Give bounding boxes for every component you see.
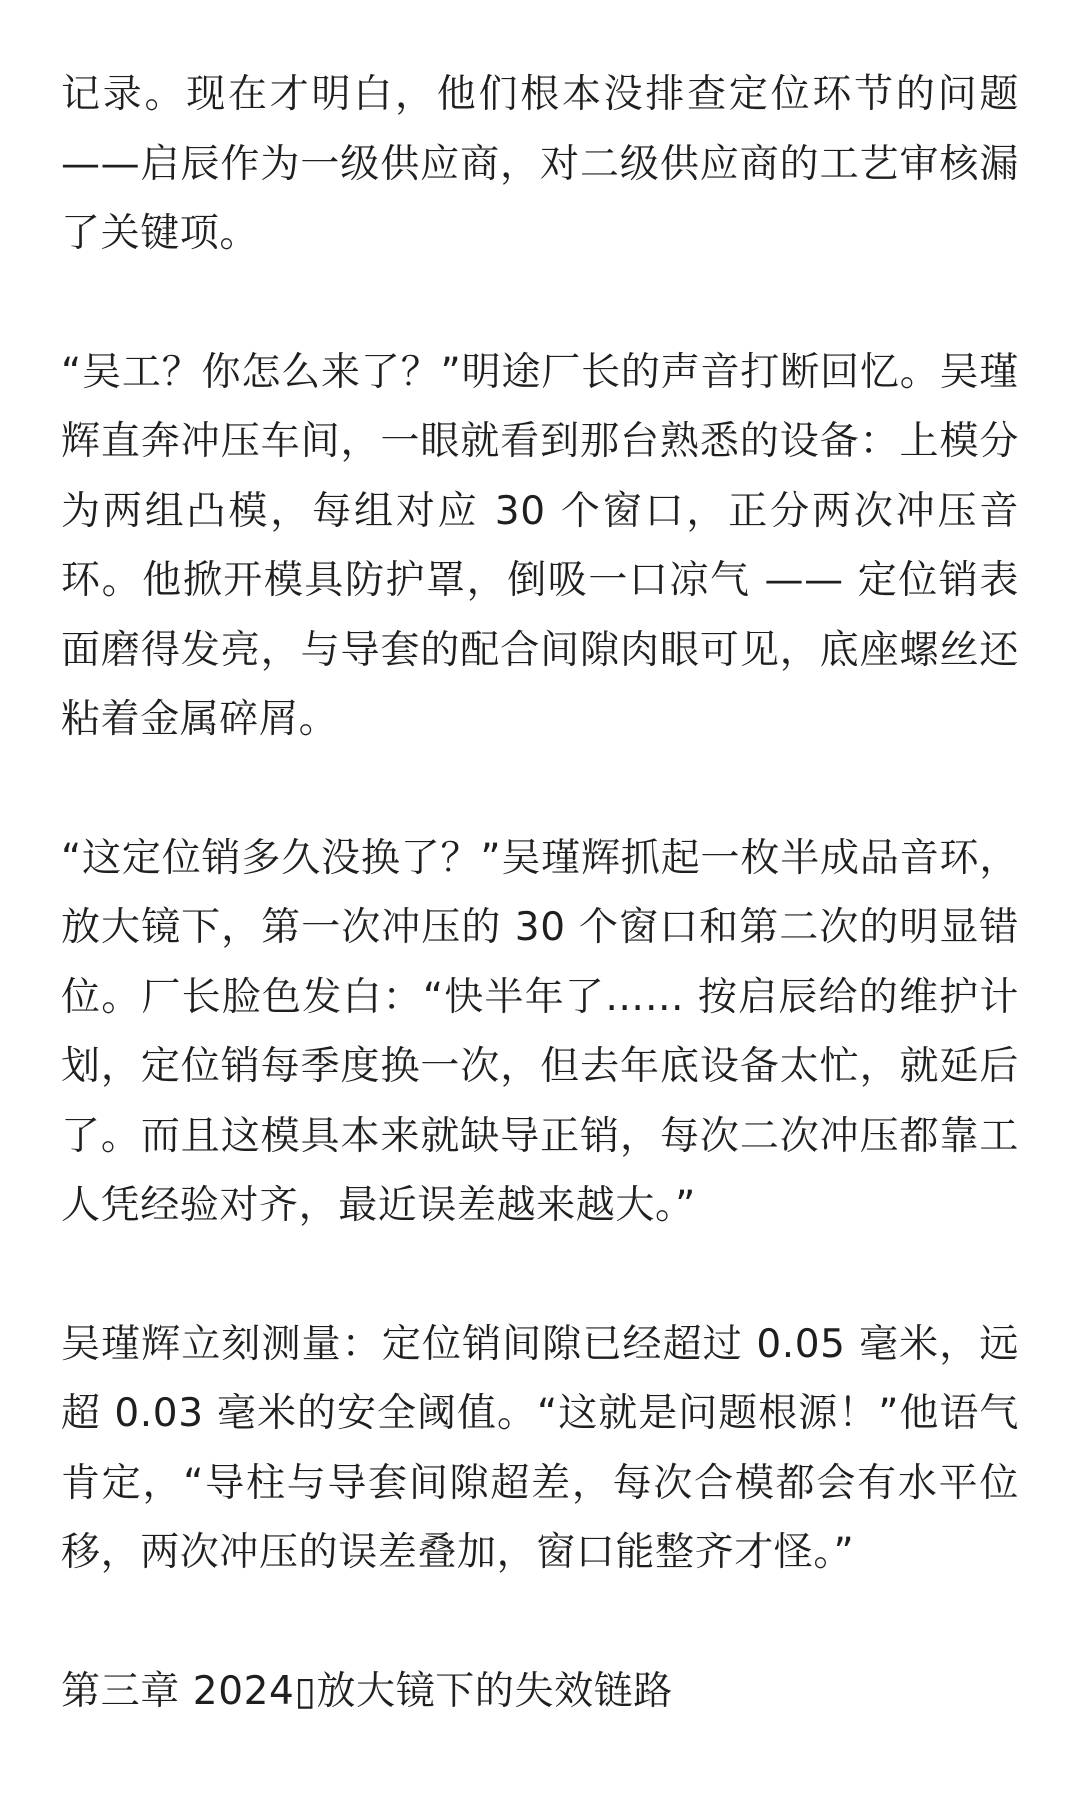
paragraph-2: “吴工？你怎么来了？”明途厂长的声音打断回忆。吴瑾辉直奔冲压车间，一眼就看到那台熟悉的设备：上模分为两组凸模，每组对应 30 个窗口，正分两次冲压音环。他掀开模具防护罩，倒吸一口凉气 —— 定位销表面磨得发亮，与导套的配合间隙肉眼可见，底座螺丝还粘着金属碎屑。: [61, 349, 1019, 742]
paragraph-1: 记录。现在才明白，他们根本没排查定位环节的问题——启辰作为一级供应商，对二级供应商的工艺审核漏了关键项。: [61, 72, 1019, 256]
paragraph-3: “这定位销多久没换了？”吴瑾辉抓起一枚半成品音环，放大镜下，第一次冲压的 30 个窗口和第二次的明显错位。厂长脸色发白：“快半年了…… 按启辰给的维护计划，定位销每季度换一次，但去年底设备太忙，就延后了。而且这模具本来就缺导正销，每次二次冲压都靠工人凭经验对齐，最近误差越来越大。”: [61, 835, 1019, 1228]
paragraph-4: 吴瑾辉立刻测量：定位销间隙已经超过 0.05 毫米，远超 0.03 毫米的安全阈值。“这就是问题根源！”他语气肯定，“导柱与导套间隙超差，每次合模都会有水平位移，两次冲压的误差叠加，窗口能整齐才怪。”: [61, 1321, 1019, 1575]
chapter-heading: 第三章 2024▯放大镜下的失效链路: [61, 1668, 673, 1714]
paragraph-spacer: [61, 1241, 1019, 1310]
paragraph-spacer: [61, 1588, 1019, 1657]
paragraph-spacer: [61, 755, 1019, 824]
article-body: [61, 60, 1019, 1726]
paragraph-spacer: [61, 269, 1019, 338]
